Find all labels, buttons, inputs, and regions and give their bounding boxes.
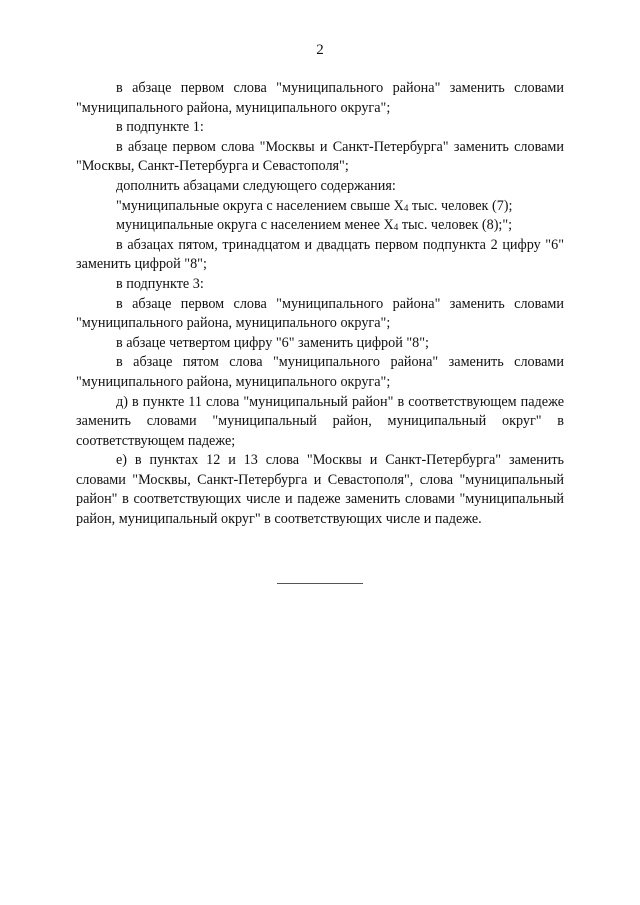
paragraph-2: в подпункте 1:	[116, 119, 204, 136]
paragraph-12: д) в пункте 11 слова "муниципальный район" в соответствующем падеже заменить словами "муниципальный район, муниципальный округ" в соответствующем падеже;	[76, 393, 564, 449]
paragraph-11: в абзаце пятом слова "муниципального района" заменить словами "муниципального района, муниципального округа";	[76, 354, 564, 390]
paragraph-8: в подпункте 3:	[116, 275, 204, 292]
paragraph-13: е) в пунктах 12 и 13 слова "Москвы и Санкт-Петербурга" заменить словами "Москвы, Санкт-Петербурга и Севастополя", слова "муниципальный район" в соответствующих числе и падеже заменить словами "муниципальный район, муниципальный округ" в соответствующих числе и падеже.	[76, 452, 564, 528]
paragraph-4: дополнить абзацами следующего содержания:	[116, 177, 396, 194]
paragraph-6	[76, 216, 564, 236]
paragraph-6-text: муниципальные округа с населением менее X	[116, 217, 394, 234]
paragraph-5	[76, 197, 564, 217]
paragraph-6-subscript: 4	[393, 222, 399, 233]
paragraph-5-text: "муниципальные округа с населением свыше X	[116, 197, 404, 214]
end-divider-line	[277, 583, 363, 584]
document-body	[76, 79, 564, 530]
paragraph-5-subscript: 4	[403, 202, 409, 213]
paragraph-7: в абзацах пятом, тринадцатом и двадцать первом подпункта 2 цифру "6" заменить цифрой "8";	[76, 236, 564, 273]
paragraph-5-text-end: тыс. человек (7);	[408, 197, 513, 214]
paragraph-3: в абзаце первом слова "Москвы и Санкт-Петербурга" заменить словами "Москвы, Санкт-Петербурга и Севастополя";	[76, 138, 564, 175]
paragraph-9: в абзаце первом слова "муниципального района" заменить словами "муниципального района, муниципального округа";	[76, 295, 564, 332]
page-number: 2	[316, 42, 324, 58]
paragraph-1: в абзаце первом слова "муниципального района" заменить словами "муниципального района, муниципального округа";	[76, 80, 564, 116]
paragraph-6-text-end: тыс. человек (8);";	[398, 217, 513, 234]
paragraph-10: в абзаце четвертом цифру "6" заменить цифрой "8";	[116, 334, 429, 351]
